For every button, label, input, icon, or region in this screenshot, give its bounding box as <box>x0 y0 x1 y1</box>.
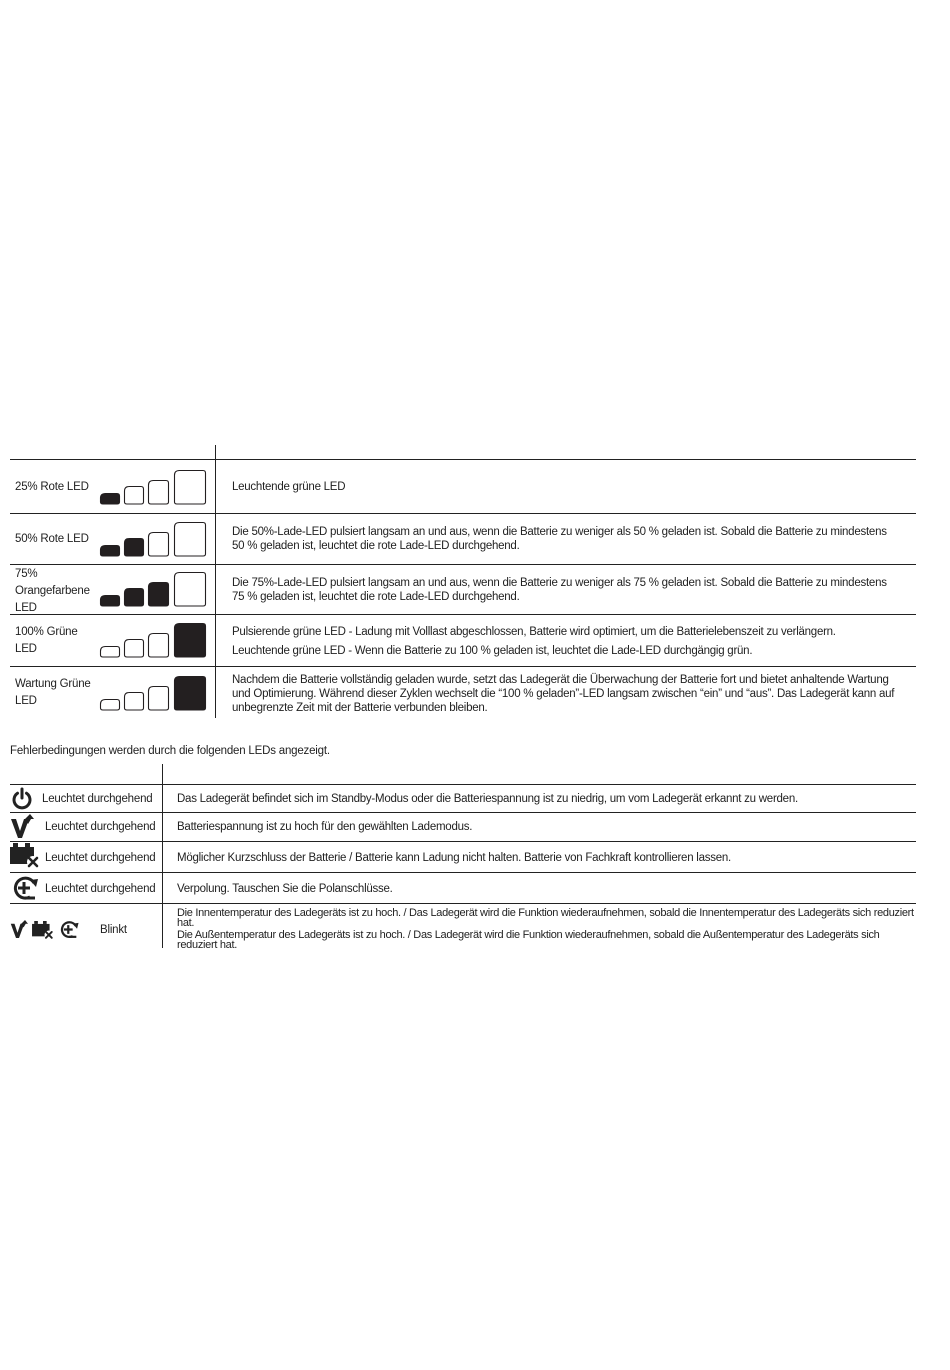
reverse-polarity-icon <box>10 874 40 902</box>
error-description: Batteriespannung ist zu hoch für den gewählten Lademodus. <box>177 821 473 833</box>
led-segment-unlit <box>125 487 144 505</box>
table-divider <box>215 445 216 718</box>
battery-fault-icon <box>32 921 54 940</box>
error-description: Verpolung. Tauschen Sie die Polanschlüsse. <box>177 883 393 895</box>
led-row-description: Die 50%-Lade-LED pulsiert langsam an und aus, wenn die Batterie zu weniger als 50 % geladen ist. Sobald die Batterie zu mindestens 50 % geladen ist, leuchtet die rote Lade-LED durchgehend. <box>232 526 887 552</box>
power-icon <box>10 787 34 811</box>
led-segment-lit <box>149 583 169 607</box>
table-rule <box>10 459 916 460</box>
led-segment-unlit <box>149 481 169 505</box>
led-segment-lit <box>101 546 120 557</box>
led-row-label: 50% Rote LED <box>15 533 89 545</box>
led-row-description: Nachdem die Batterie vollständig geladen wurde, setzt das Ladegerät die Überwachung der Batterie fort und bietet anhaltende Wartung und Optimierung. Während dieser Zyklen wechselt die “100 % geladen”-LED langsam zwischen “ein” und “aus”. Das Ladegerät kann auf unbegrenzte Zeit mit der Batterie verbunden bleiben. <box>232 674 895 714</box>
voltage-high-icon <box>10 813 34 839</box>
led-segment-lit <box>175 677 206 711</box>
led-row-description: Die 75%-Lade-LED pulsiert langsam an und aus, wenn die Batterie zu weniger als 75 % geladen ist. Sobald die Batterie zu mindestens 75 % geladen ist, leuchtet die rote Lade-LED durchgehend. <box>232 577 887 603</box>
table-rule <box>10 784 916 785</box>
table-rule <box>10 513 916 514</box>
table-divider <box>162 764 163 948</box>
led-segment-lit <box>101 494 120 505</box>
led-row-description: Pulsierende grüne LED - Ladung mit Volllast abgeschlossen, Batterie wird optimiert, um die Batterielebenszeit zu verlängern. <box>232 626 836 638</box>
error-description: Das Ladegerät befindet sich im Standby-Modus oder die Batteriespannung ist zu niedrig, um vom Ladegerät erkannt zu werden. <box>177 793 798 805</box>
table-rule <box>10 614 916 615</box>
error-status-text: Blinkt <box>100 924 127 936</box>
led-segment-unlit <box>125 693 144 711</box>
led-indicator-graphic <box>100 622 208 658</box>
error-description: Die Außentemperatur des Ladegeräts ist zu hoch. / Das Ladegerät wird die Funktion wiederaufnehmen, sobald die Außentemperatur des Ladegeräts sich reduziert hat. <box>177 929 880 951</box>
error-description: Die Innentemperatur des Ladegeräts ist zu hoch. / Das Ladegerät wird die Funktion wiederaufnehmen, sobald die Innentemperatur des Ladegeräts sich reduziert hat. <box>177 907 914 929</box>
error-status-text: Leuchtet durchgehend <box>42 793 153 805</box>
led-indicator-graphic <box>100 521 208 557</box>
table-rule <box>10 841 916 842</box>
led-segment-unlit <box>149 533 169 557</box>
led-indicator-graphic <box>100 571 208 607</box>
led-segment-lit <box>101 596 120 607</box>
table-rule <box>10 812 916 813</box>
led-row-label: Wartung Grüne LED <box>15 678 91 707</box>
table-rule <box>10 564 916 565</box>
led-segment-unlit <box>175 523 206 557</box>
led-row-label: 75% Orangefarbene LED <box>15 568 90 614</box>
battery-fault-icon <box>10 843 40 869</box>
table-rule <box>10 666 916 667</box>
led-segment-unlit <box>149 634 169 658</box>
voltage-high-icon <box>10 919 28 939</box>
led-indicator-graphic <box>100 675 208 711</box>
led-segment-lit <box>175 624 206 658</box>
table-rule <box>10 903 916 904</box>
led-segment-unlit <box>101 700 120 711</box>
reverse-polarity-icon <box>58 919 80 940</box>
error-description: Möglicher Kurzschluss der Batterie / Batterie kann Ladung nicht halten. Batterie von Fachkraft kontrollieren lassen. <box>177 852 731 864</box>
error-status-text: Leuchtet durchgehend <box>45 821 156 833</box>
error-status-text: Leuchtet durchgehend <box>45 852 156 864</box>
led-segment-unlit <box>175 573 206 607</box>
led-row-label: 25% Rote LED <box>15 481 89 493</box>
error-intro-text: Fehlerbedingungen werden durch die folgenden LEDs angezeigt. <box>10 745 330 757</box>
led-segment-unlit <box>125 640 144 658</box>
led-segment-unlit <box>175 471 206 505</box>
led-row-description: Leuchtende grüne LED - Wenn die Batterie zu 100 % geladen ist, leuchtet die Lade-LED durchgängig grün. <box>232 645 753 657</box>
led-segment-lit <box>125 539 144 557</box>
led-segment-unlit <box>149 687 169 711</box>
table-rule <box>10 872 916 873</box>
led-indicator-graphic <box>100 469 208 505</box>
led-row-label: 100% Grüne LED <box>15 626 78 655</box>
error-status-text: Leuchtet durchgehend <box>45 883 156 895</box>
led-row-description: Leuchtende grüne LED <box>232 481 346 493</box>
led-segment-lit <box>125 589 144 607</box>
led-segment-unlit <box>101 647 120 658</box>
